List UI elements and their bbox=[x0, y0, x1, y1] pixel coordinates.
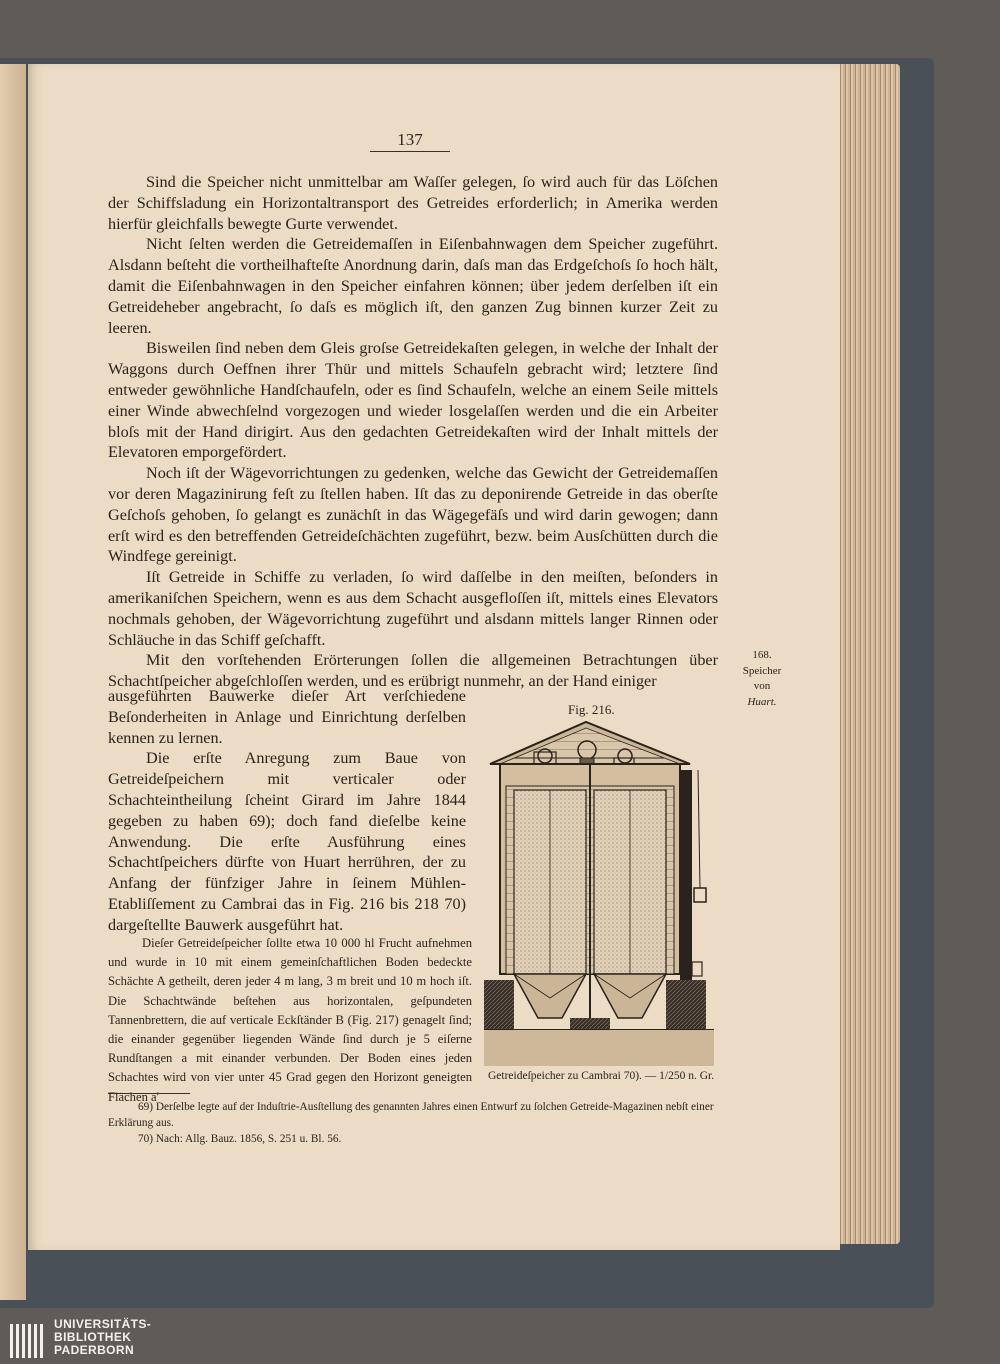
library-name: UNIVERSITÄTS- BIBLIOTHEK PADERBORN bbox=[54, 1317, 152, 1357]
library-logo-icon bbox=[8, 1320, 48, 1360]
left-page-edge bbox=[0, 64, 26, 1300]
page-number: 137 bbox=[370, 130, 450, 152]
margin-note-line: von bbox=[753, 680, 771, 692]
figure-label: Fig. 216. bbox=[568, 702, 615, 717]
small-print-paragraph: Dieſer Getreideſpeicher ſollte etwa 10 000 hl Frucht aufnehmen und wurde in 10 mit einem gemeinſchaftlichen Boden bedeckte Schächte A getheilt, deren jeder 4 m lang, 3 m breit und 10 m hoch iſt. Die Schachtwände beſtehen aus horizontalen, geſpundeten Tannenbrettern, die auf verticale Eckſtänder B (Fig. 217) genagelt ſind; die einander gegenüber liegenden Wände ſind durch je 5 eiſerne Rundſtangen a mit einander verbunden. Der Boden eines jeden Schachtes wird von vier unter 45 Grad gegen den Horizont geneigten Flächen a' bbox=[108, 936, 472, 1104]
library-footer bbox=[0, 1314, 1000, 1364]
margin-note-number: 168. bbox=[752, 649, 772, 661]
body-text-top bbox=[108, 172, 718, 692]
margin-note bbox=[730, 648, 794, 710]
margin-note-name: Huart. bbox=[747, 695, 777, 708]
body-text-left bbox=[108, 686, 466, 936]
page-block-edges bbox=[838, 64, 900, 1244]
paragraph: Iſt Getreide in Schiffe zu verladen, ſo wird daſſelbe in den meiſten, beſonders in amerikaniſchen Speichern, wenn es aus dem Schacht ausgefloſſen iſt, mittels eines Elevators nochmals gehoben, der Wägevorrichtung zugeführt und alsdann mittels langer Rinnen oder Schläuche in das Schiff geſchafft. bbox=[108, 568, 718, 649]
paragraph: Sind die Speicher nicht unmittelbar am Waſſer gelegen, ſo wird auch für das Löſchen der Schiffsladung ein Horizontaltransport des Getreides erforderlich; in Amerika werden hierfür gleichfalls bewegte Gurte verwendet. bbox=[108, 173, 718, 233]
granary-section-drawing bbox=[484, 718, 730, 1068]
figure-caption: Getreideſpeicher zu Cambrai 70). — 1/250 n. Gr. bbox=[488, 1070, 715, 1082]
paragraph: ausgeführten Bauwerke dieſer Art verſchiedene Beſonderheiten in Anlage und Einrichtung derſelben kennen zu lernen. bbox=[108, 687, 466, 747]
footnote-rule bbox=[108, 1093, 190, 1094]
paragraph: Nicht ſelten werden die Getreidemaſſen in Eiſenbahnwagen dem Speicher zugeführt. Alsdann beſteht die vortheilhafteſte Anordnung darin, daſs man das Erdgeſchoſs ſo hoch hält, damit die Eiſenbahnwagen in den Speicher einfahren können; über jedem derſelben iſt ein Getreideheber angebracht, ſo daſs es möglich iſt, den ganzen Zug binnen kurzer Zeit zu leeren. bbox=[108, 235, 718, 337]
paragraph: Noch iſt der Wägevorrichtungen zu gedenken, welche das Gewicht der Getreidemaſſen vor deren Magazinirung feſt zu ſtellen haben. Iſt das zu deponirende Getreide in das oberſte Geſchoſs gehoben, ſo gelangt es zunächſt in das Wägegefäſs und wird darin gewogen; dann erſt wird es den betreffenden Getreideſchächten zugeführt, bezw. beim Ausſchütten durch die Windfege gereinigt. bbox=[108, 464, 718, 566]
margin-note-line: Speicher bbox=[742, 664, 782, 677]
paragraph: Mit den vorſtehenden Erörterungen ſollen die allgemeinen Betrachtungen über Schachtſpeicher abgeſchloſſen werden, und es erübrigt nunmehr, an der Hand einiger bbox=[108, 651, 718, 691]
paragraph: Die erſte Anregung zum Baue von Getreideſpeichern mit verticaler oder Schachteintheilung ſcheint Girard im Jahre 1844 gegeben zu haben 69); doch fand dieſelbe keine Anwendung. Die erſte Ausführung eines Schachtſpeichers dürfte von Huart herrühren, der zu Anfang der fünfziger Jahre in ſeinem Mühlen-Etabliſſement zu Cambrai das in Fig. 216 bis 218 70) dargeſtellte Bauwerk ausgeführt hat. bbox=[108, 749, 466, 934]
footnote: 69) Derſelbe legte auf der Induſtrie-Ausſtellung des genannten Jahres einen Entwurf zu ſolchen Getreide-Magazinen nebſt einer Erklärung aus. bbox=[108, 1101, 714, 1129]
book-page bbox=[28, 64, 840, 1250]
footnote: 70) Nach: Allg. Bauz. 1856, S. 251 u. Bl. 56. bbox=[138, 1133, 342, 1145]
paragraph: Bisweilen ſind neben dem Gleis groſse Getreidekaſten gelegen, in welche der Inhalt der Waggons durch Oeffnen ihrer Thür und mittels Schaufeln gebracht wird; letztere ſind entweder gewöhnliche Handſchaufeln, oder es ſind Schaufeln, welche an einem Seile mittels einer Winde abwechſelnd vorgezogen und wieder losgelaſſen werden und die ein Arbeiter bloſs mit der Hand dirigirt. Aus den gedachten Getreidekaſten wird der Inhalt mittels der Elevatoren emporgefördert. bbox=[108, 339, 718, 462]
